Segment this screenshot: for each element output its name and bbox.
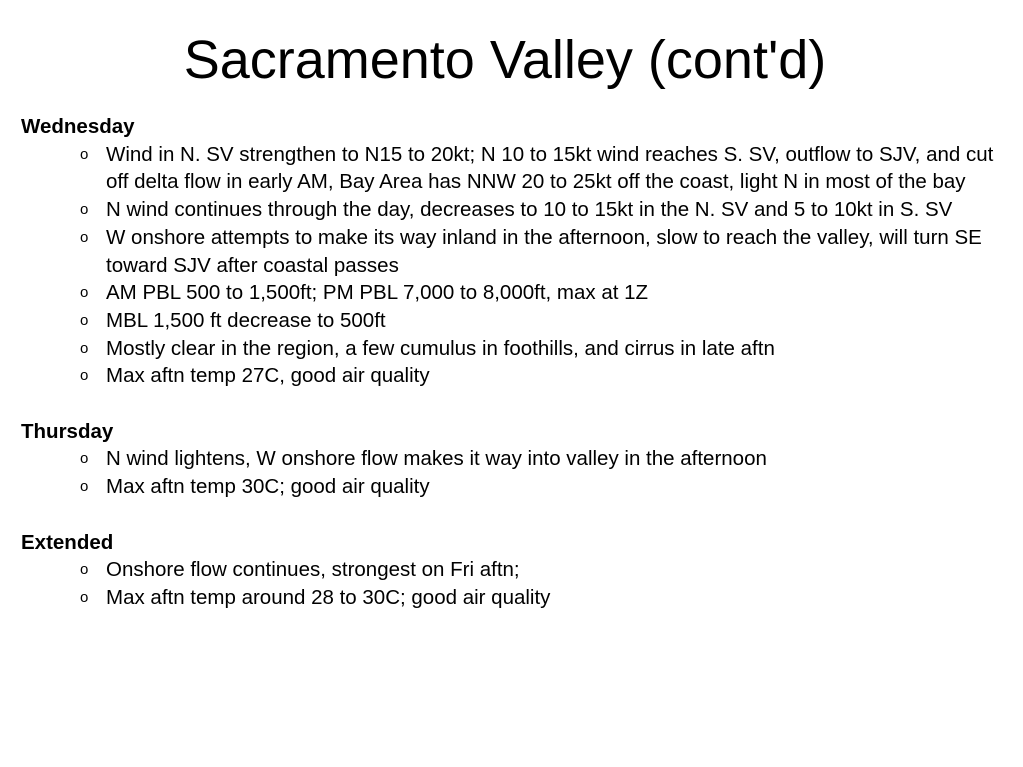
bullet-marker-icon: o [80,450,89,468]
bullet-marker-icon: o [80,311,89,329]
bullet-item [21,335,996,363]
bullet-item [21,473,996,501]
bullet-list [21,141,996,390]
bullet-text: Onshore flow continues, strongest on Fri aftn; [106,558,520,582]
bullet-marker-icon: o [80,561,89,579]
section-heading: Wednesday [21,115,135,138]
bullet-text: Max aftn temp around 28 to 30C; good air quality [106,585,551,609]
bullet-item [21,279,996,307]
bullet-text: AM PBL 500 to 1,500ft; PM PBL 7,000 to 8,000ft, max at 1Z [106,281,649,305]
section-thursday [21,418,996,501]
bullet-marker-icon: o [80,145,89,163]
bullet-text: Mostly clear in the region, a few cumulus in foothills, and cirrus in late aftn [106,336,775,360]
bullet-marker-icon: o [80,588,89,606]
section-heading: Thursday [21,419,114,443]
section-wednesday [21,113,996,390]
bullet-text: N wind lightens, W onshore flow makes it way into valley in the afternoon [106,447,767,471]
bullet-list [21,556,996,611]
bullet-marker-icon: o [80,339,89,357]
bullet-item [21,196,996,224]
slide-content [21,113,996,612]
section-heading: Extended [21,530,114,554]
bullet-item [21,362,996,390]
bullet-item [21,224,996,279]
bullet-list [21,445,996,500]
bullet-text: N wind continues through the day, decreases to 10 to 15kt in the N. SV and 5 to 10kt in S. SV [106,198,953,222]
bullet-item [21,445,996,473]
bullet-item [21,307,996,335]
bullet-marker-icon: o [80,367,89,385]
bullet-text: Wind in N. SV strengthen to N15 to 20kt; N 10 to 15kt wind reaches S. SV, outflow to SJV, and cut off delta flow in early AM, Bay Area has NNW 20 to 25kt off the coast, light N in most of the bay [106,142,994,194]
bullet-marker-icon: o [80,284,89,302]
bullet-text: MBL 1,500 ft decrease to 500ft [106,308,386,332]
slide-title: Sacramento Valley (cont'd) [183,30,827,90]
bullet-text: W onshore attempts to make its way inland in the afternoon, slow to reach the valley, will turn SE toward SJV after coastal passes [106,225,982,277]
bullet-item [21,556,996,584]
bullet-item [21,141,996,196]
bullet-text: Max aftn temp 27C, good air quality [106,364,430,388]
bullet-marker-icon: o [80,201,89,219]
bullet-marker-icon: o [80,228,89,246]
bullet-text: Max aftn temp 30C; good air quality [106,475,430,499]
bullet-marker-icon: o [80,478,89,496]
section-extended [21,529,996,612]
bullet-item [21,584,996,612]
